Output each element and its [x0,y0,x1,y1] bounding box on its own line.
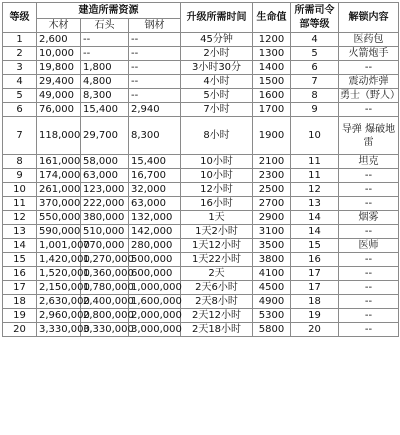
table-row [3,225,399,239]
cell-wood: 29,400 [37,75,81,89]
cell-upgrade-time: 2小时 [181,47,253,61]
cell-stone: 123,000 [81,183,129,197]
cell-steel: 500,000 [129,253,181,267]
cell-upgrade-time: 2天8小时 [181,295,253,309]
cell-hq-level: 14 [291,225,339,239]
table-row [3,33,399,47]
header-unlocks: 解锁内容 [339,3,399,33]
table-row [3,103,399,117]
cell-hp: 1700 [253,103,291,117]
cell-level: 12 [3,211,37,225]
cell-hp: 1600 [253,89,291,103]
cell-unlocks: -- [339,103,399,117]
cell-stone: 2,800,000 [81,309,129,323]
cell-wood: 2,960,000 [37,309,81,323]
cell-steel: 600,000 [129,267,181,281]
cell-hq-level: 14 [291,211,339,225]
cell-wood: 1,001,000 [37,239,81,253]
cell-level: 9 [3,169,37,183]
cell-stone: 8,300 [81,89,129,103]
cell-steel: -- [129,61,181,75]
cell-wood: 10,000 [37,47,81,61]
cell-unlocks: -- [339,309,399,323]
cell-hp: 2500 [253,183,291,197]
cell-stone: 15,400 [81,103,129,117]
cell-unlocks: 导弹 爆破地雷 [339,117,399,155]
cell-unlocks: -- [339,61,399,75]
header-resources: 建造所需资源 [37,3,181,19]
cell-unlocks: -- [339,197,399,211]
cell-hq-level: 11 [291,169,339,183]
cell-wood: 370,000 [37,197,81,211]
cell-unlocks: -- [339,253,399,267]
cell-steel: 8,300 [129,117,181,155]
table-row [3,295,399,309]
cell-hq-level: 20 [291,323,339,337]
cell-hq-level: 19 [291,309,339,323]
cell-level: 10 [3,183,37,197]
cell-steel: 2,940 [129,103,181,117]
table-row [3,75,399,89]
cell-level: 17 [3,281,37,295]
cell-steel: 15,400 [129,155,181,169]
table-row [3,253,399,267]
table-row [3,89,399,103]
cell-upgrade-time: 1天22小时 [181,253,253,267]
cell-hq-level: 9 [291,103,339,117]
table-row [3,267,399,281]
table-row [3,281,399,295]
table-row [3,323,399,337]
cell-stone: 770,000 [81,239,129,253]
cell-unlocks: 震动炸弹 [339,75,399,89]
table-row [3,61,399,75]
cell-upgrade-time: 8小时 [181,117,253,155]
cell-hq-level: 12 [291,183,339,197]
cell-hq-level: 11 [291,155,339,169]
header-hp: 生命值 [253,3,291,33]
table-header [3,3,399,33]
cell-hp: 2900 [253,211,291,225]
cell-wood: 550,000 [37,211,81,225]
cell-hq-level: 6 [291,61,339,75]
cell-wood: 76,000 [37,103,81,117]
table-row [3,117,399,155]
cell-upgrade-time: 2天18小时 [181,323,253,337]
table-row [3,197,399,211]
cell-unlocks: -- [339,267,399,281]
cell-unlocks: 医药包 [339,33,399,47]
header-upgrade-time: 升级所需时间 [181,3,253,33]
cell-hq-level: 8 [291,89,339,103]
cell-hq-level: 5 [291,47,339,61]
cell-hq-level: 18 [291,295,339,309]
cell-steel: 280,000 [129,239,181,253]
cell-hp: 1200 [253,33,291,47]
cell-unlocks: -- [339,183,399,197]
cell-level: 3 [3,61,37,75]
cell-hp: 1300 [253,47,291,61]
cell-steel: 1,000,000 [129,281,181,295]
cell-level: 2 [3,47,37,61]
cell-upgrade-time: 2天6小时 [181,281,253,295]
cell-hp: 1900 [253,117,291,155]
cell-hp: 4100 [253,267,291,281]
cell-stone: 1,800 [81,61,129,75]
cell-hq-level: 15 [291,239,339,253]
cell-level: 7 [3,117,37,155]
header-hq-level: 所需司令部等级 [291,3,339,33]
cell-steel: 16,700 [129,169,181,183]
cell-level: 1 [3,33,37,47]
cell-hp: 2100 [253,155,291,169]
cell-stone: 29,700 [81,117,129,155]
cell-level: 16 [3,267,37,281]
cell-hq-level: 17 [291,281,339,295]
cell-level: 15 [3,253,37,267]
cell-level: 14 [3,239,37,253]
cell-steel: 142,000 [129,225,181,239]
cell-level: 4 [3,75,37,89]
cell-unlocks: -- [339,323,399,337]
table-row [3,211,399,225]
cell-upgrade-time: 1天12小时 [181,239,253,253]
cell-upgrade-time: 4小时 [181,75,253,89]
cell-stone: 3,330,000 [81,323,129,337]
cell-unlocks: -- [339,295,399,309]
cell-level: 6 [3,103,37,117]
cell-level: 19 [3,309,37,323]
cell-wood: 161,000 [37,155,81,169]
header-wood: 木材 [37,19,81,33]
cell-upgrade-time: 2天 [181,267,253,281]
cell-hq-level: 13 [291,197,339,211]
cell-steel: -- [129,47,181,61]
cell-stone: 510,000 [81,225,129,239]
cell-steel: 132,000 [129,211,181,225]
cell-stone: 63,000 [81,169,129,183]
cell-unlocks: -- [339,169,399,183]
header-level: 等级 [3,3,37,33]
cell-upgrade-time: 10小时 [181,169,253,183]
cell-wood: 590,000 [37,225,81,239]
cell-unlocks: -- [339,281,399,295]
cell-unlocks: 火箭炮手 [339,47,399,61]
cell-wood: 19,800 [37,61,81,75]
cell-wood: 1,420,000 [37,253,81,267]
cell-unlocks: 烟雾 [339,211,399,225]
cell-stone: 58,000 [81,155,129,169]
cell-stone: -- [81,47,129,61]
cell-steel: -- [129,33,181,47]
upgrade-table [2,2,399,337]
cell-unlocks: 医师 [339,239,399,253]
cell-wood: 1,520,000 [37,267,81,281]
cell-wood: 2,150,000 [37,281,81,295]
cell-hq-level: 4 [291,33,339,47]
cell-hp: 5800 [253,323,291,337]
cell-level: 18 [3,295,37,309]
cell-upgrade-time: 1天 [181,211,253,225]
cell-steel: 1,600,000 [129,295,181,309]
table-row [3,239,399,253]
cell-upgrade-time: 2天12小时 [181,309,253,323]
cell-wood: 3,330,000 [37,323,81,337]
cell-hp: 5300 [253,309,291,323]
cell-stone: 222,000 [81,197,129,211]
header-stone: 石头 [81,19,129,33]
cell-upgrade-time: 16小时 [181,197,253,211]
cell-level: 20 [3,323,37,337]
cell-hp: 2300 [253,169,291,183]
cell-stone: 4,800 [81,75,129,89]
cell-wood: 261,000 [37,183,81,197]
cell-hp: 4500 [253,281,291,295]
cell-stone: 380,000 [81,211,129,225]
cell-unlocks: -- [339,225,399,239]
cell-upgrade-time: 5小时 [181,89,253,103]
cell-hp: 3500 [253,239,291,253]
cell-unlocks: 坦克 [339,155,399,169]
cell-stone: 2,400,000 [81,295,129,309]
cell-upgrade-time: 3小时30分 [181,61,253,75]
cell-steel: 32,000 [129,183,181,197]
cell-wood: 174,000 [37,169,81,183]
cell-upgrade-time: 10小时 [181,155,253,169]
header-steel: 钢材 [129,19,181,33]
table-row [3,169,399,183]
table-row [3,155,399,169]
cell-hp: 3800 [253,253,291,267]
cell-hp: 2700 [253,197,291,211]
cell-level: 8 [3,155,37,169]
cell-hq-level: 16 [291,253,339,267]
cell-unlocks: 勇士（野人） [340,89,400,101]
table-body [3,33,399,337]
cell-hq-level: 7 [291,75,339,89]
cell-level: 13 [3,225,37,239]
cell-steel: 63,000 [129,197,181,211]
cell-hp: 1400 [253,61,291,75]
cell-hp: 1500 [253,75,291,89]
cell-upgrade-time: 12小时 [181,183,253,197]
table-row [3,309,399,323]
cell-upgrade-time: 1天2小时 [181,225,253,239]
cell-stone: 1,270,000 [81,253,129,267]
cell-steel: 2,000,000 [129,309,181,323]
cell-upgrade-time: 45分钟 [181,33,253,47]
cell-stone: 1,780,000 [81,281,129,295]
table-row [3,183,399,197]
cell-hq-level: 17 [291,267,339,281]
cell-wood: 49,000 [37,89,81,103]
table-row [3,47,399,61]
cell-hq-level: 10 [291,117,339,155]
cell-hp: 3100 [253,225,291,239]
cell-level: 5 [3,89,37,103]
cell-steel: -- [129,75,181,89]
cell-steel: -- [129,89,181,103]
cell-stone: 1,360,000 [81,267,129,281]
cell-wood: 118,000 [37,117,81,155]
cell-hp: 4900 [253,295,291,309]
cell-wood: 2,600 [37,33,81,47]
cell-steel: 3,000,000 [129,323,181,337]
cell-upgrade-time: 7小时 [181,103,253,117]
cell-stone: -- [81,33,129,47]
cell-wood: 2,630,000 [37,295,81,309]
cell-level: 11 [3,197,37,211]
